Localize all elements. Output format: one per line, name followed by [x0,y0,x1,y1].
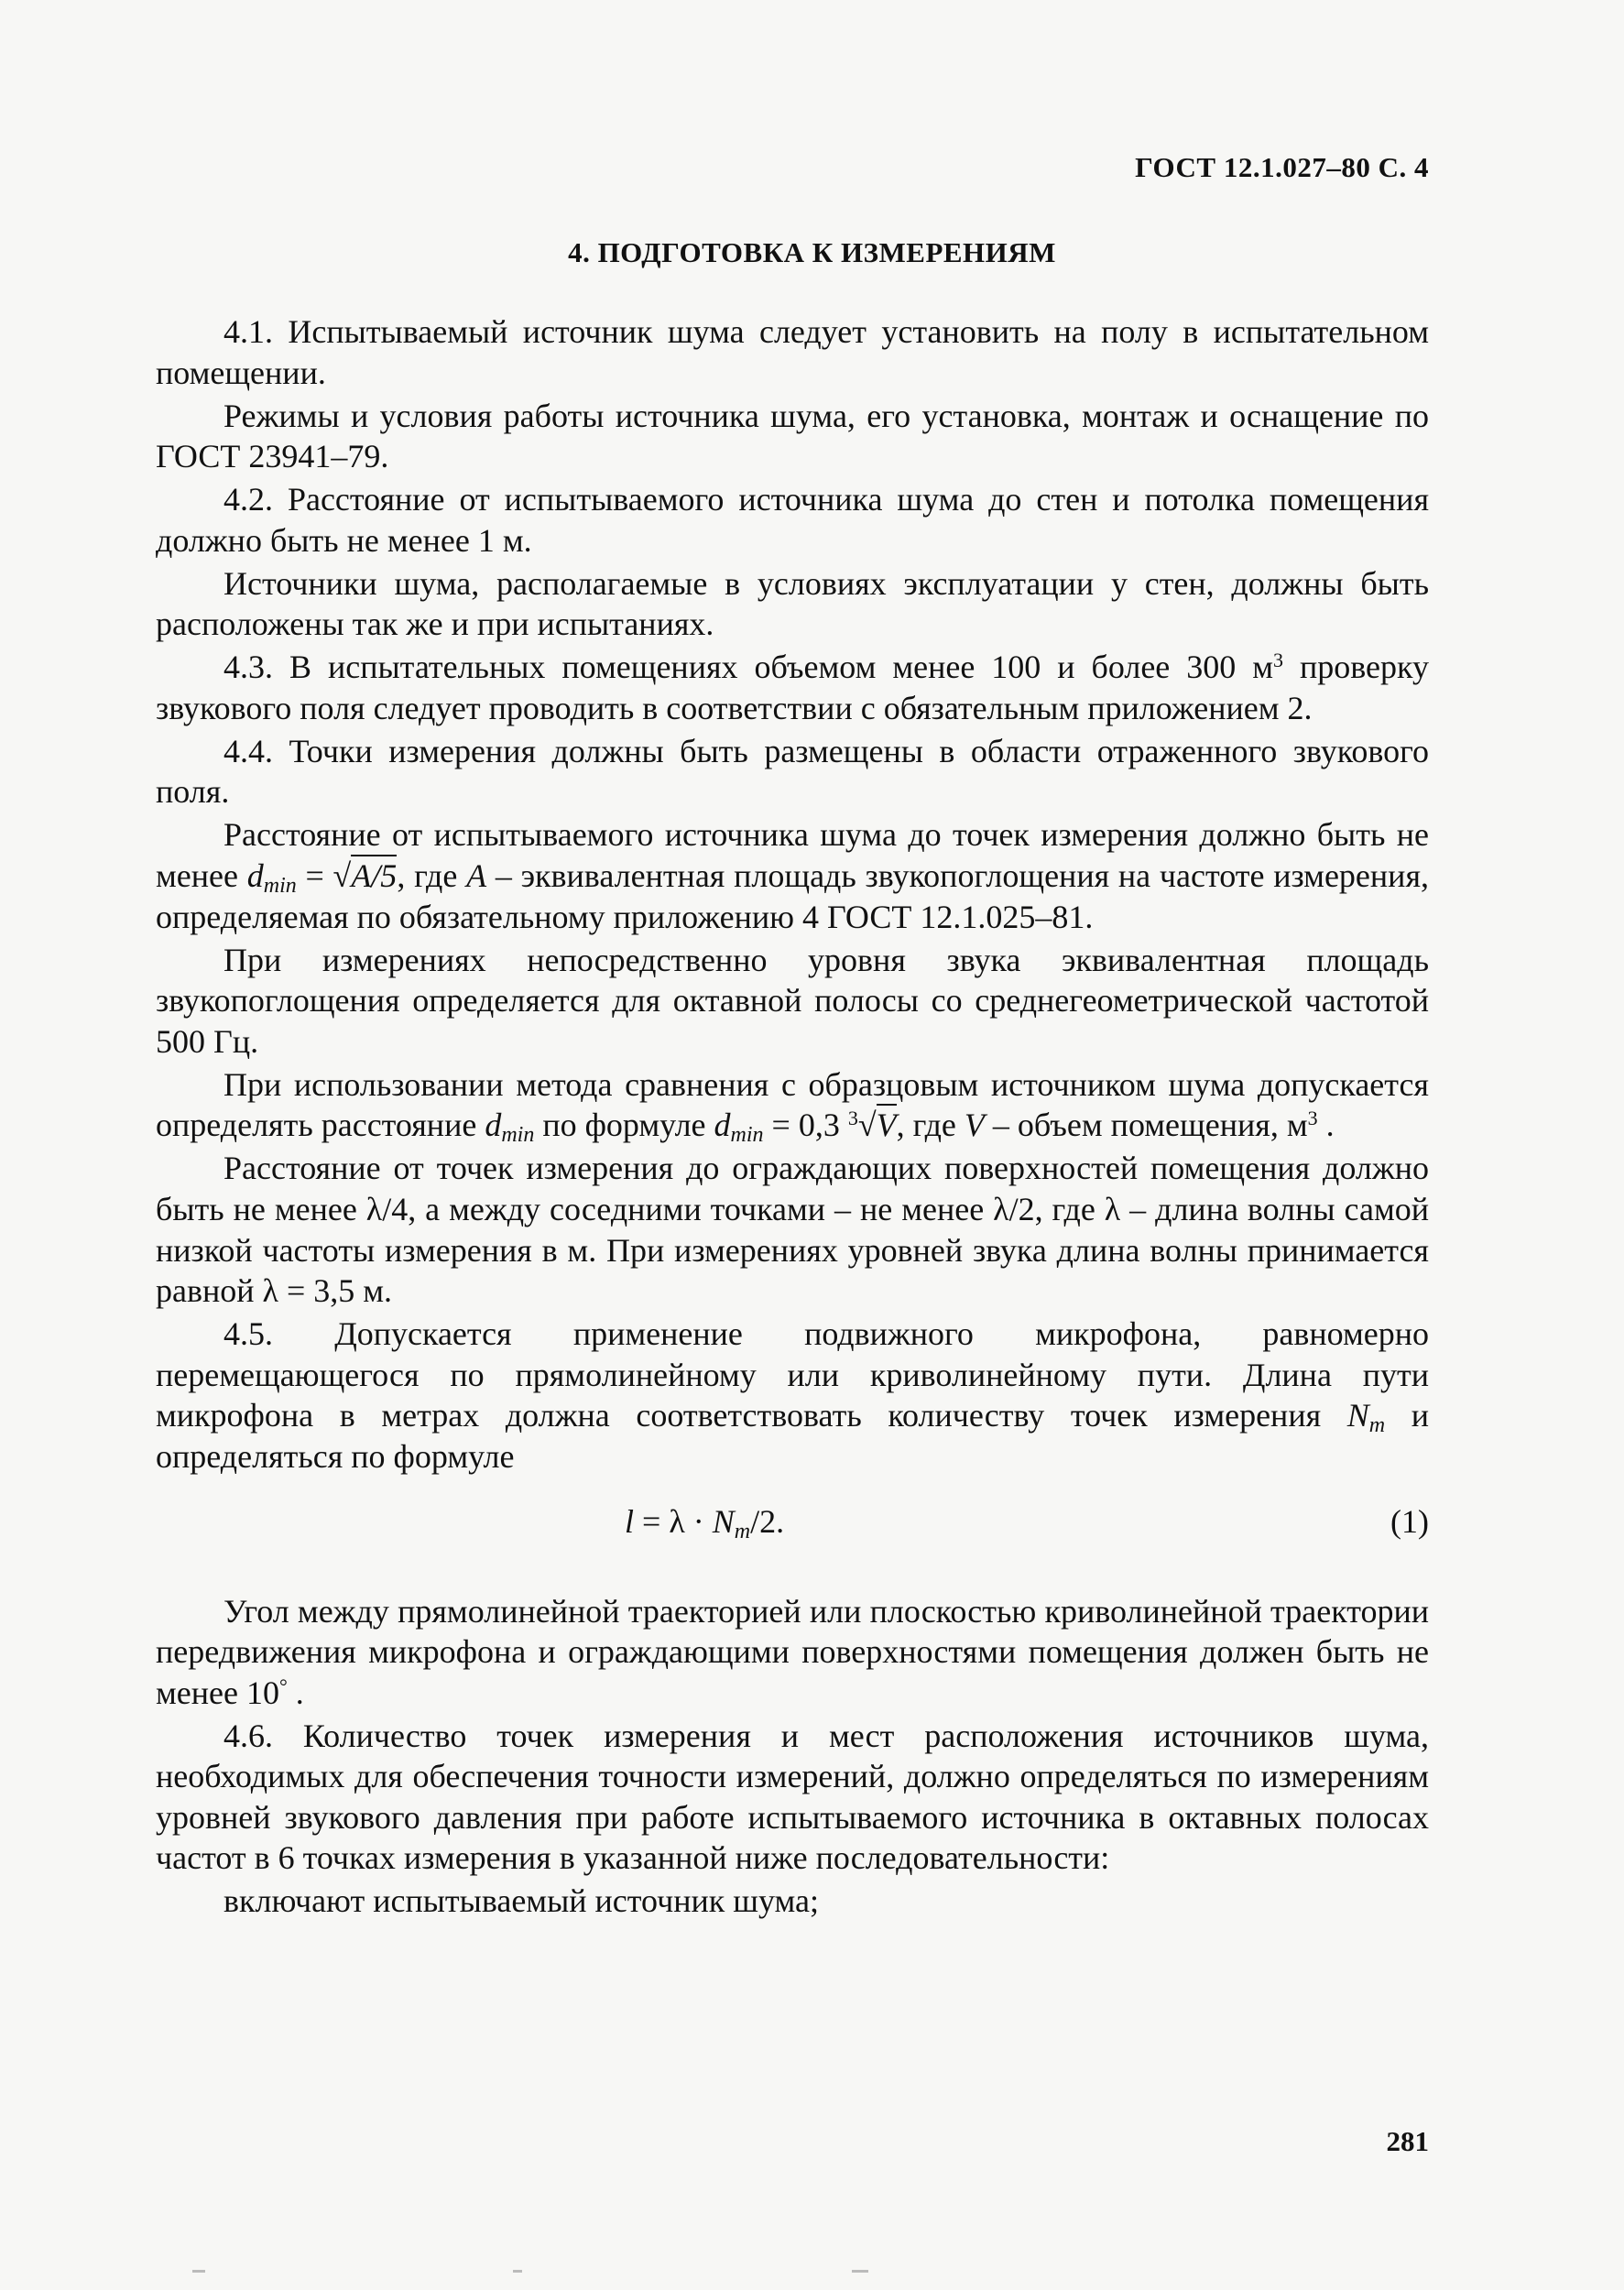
running-header: ГОСТ 12.1.027–80 С. 4 [1135,151,1429,183]
scan-speck [192,2270,205,2273]
paragraph-4-2: 4.2. Расстояние от испытываемого источника шума до стен и потолка помещения должно быть не менее 1 м. [156,481,1429,559]
paragraph-switch-on: включают испытываемый источник шума; [223,1882,820,1920]
formula-number: (1) [1390,1502,1429,1540]
paragraph-4-5: 4.5. Допускается применение подвижного микрофона, равномерно перемещающегося по прямолинейному или криволинейному пути. Длина пути микрофона в метрах должна соответствовать количеству точек измерения $N_m$ и определяться по формуле [156,1315,1429,1475]
scan-speck [513,2270,522,2273]
paragraph-4-6: 4.6. Количество точек измерения и мест расположения источников шума, необходимых для обеспечения точности измерений, должно определяться по измерениям уровней звукового давления при работе испытываемого источника в октавных полосах частот в 6 точках измерения в указанной ниже последовательности: [156,1717,1429,1877]
paragraph-surfaces: Расстояние от точек измерения до ограждающих поверхностей помещения должно быть не менее λ/4, а между соседними точками – не менее λ/2, где λ – длина волны самой низкой частоты измерения в м. При измерениях уровней звука длина волны принимается равной λ = 3,5 м. [156,1150,1429,1310]
formula-1 [156,1501,1429,1565]
paragraph-comparison: При использовании метода сравнения с образцовым источником шума допускается определять расстояние $d_{min}$ по формуле $d_{min} = 0,3$ $^3$√V, где V – объем помещения, $м^3$ . [156,1065,1429,1148]
paragraph-modes: Режимы и условия работы источника шума, его установка, монтаж и оснащение по ГОСТ 23941–79. [156,397,1429,475]
cube-root-radicand: V [877,1104,897,1143]
paragraph-distance: Расстояние от испытываемого источника шума до точек измерения должно быть не менее $d_{min} = √A/5$, где A – эквивалентная площадь звукопоглощения на частоте измерения, определяемая по обязательному приложению 4 ГОСТ 12.1.025–81. [156,816,1429,935]
paragraph-4-1: 4.1. Испытываемый источник шума следует установить на полу в испытательном помещении. [156,313,1429,391]
paragraph-sources: Источники шума, располагаемые в условиях эксплуатации у стен, должны быть расположены так же и при испытаниях. [156,564,1429,643]
paragraph-sound-level: При измерениях непосредственно уровня звука эквивалентная площадь звукопоглощения определяется для октавной полосы со среднегеометрической частотой 500 Гц. [156,941,1429,1060]
sqrt-radicand: A/5 [351,855,397,894]
paragraph-angle: Угол между прямолинейной траекторией или плоскостью криволинейной траектории передвижения микрофона и ограждающими поверхностями помещения должен быть не менее 10° . [156,1592,1429,1711]
scan-speck [852,2270,868,2273]
section-title: 4. ПОДГОТОВКА К ИЗМЕРЕНИЯМ [568,236,1056,268]
page-number: 281 [1386,2125,1429,2157]
body-text [156,311,1429,1924]
paragraph-4-3: 4.3. В испытательных помещениях объемом менее 100 и более 300 $м^3$ проверку звукового поля следует проводить в соответствии с обязательным приложением 2. [156,649,1429,726]
paragraph-4-4: 4.4. Точки измерения должны быть размещены в области отраженного звукового поля. [156,732,1429,811]
formula-expression: $l = \lambda \cdot N_m/2$. [625,1502,785,1543]
